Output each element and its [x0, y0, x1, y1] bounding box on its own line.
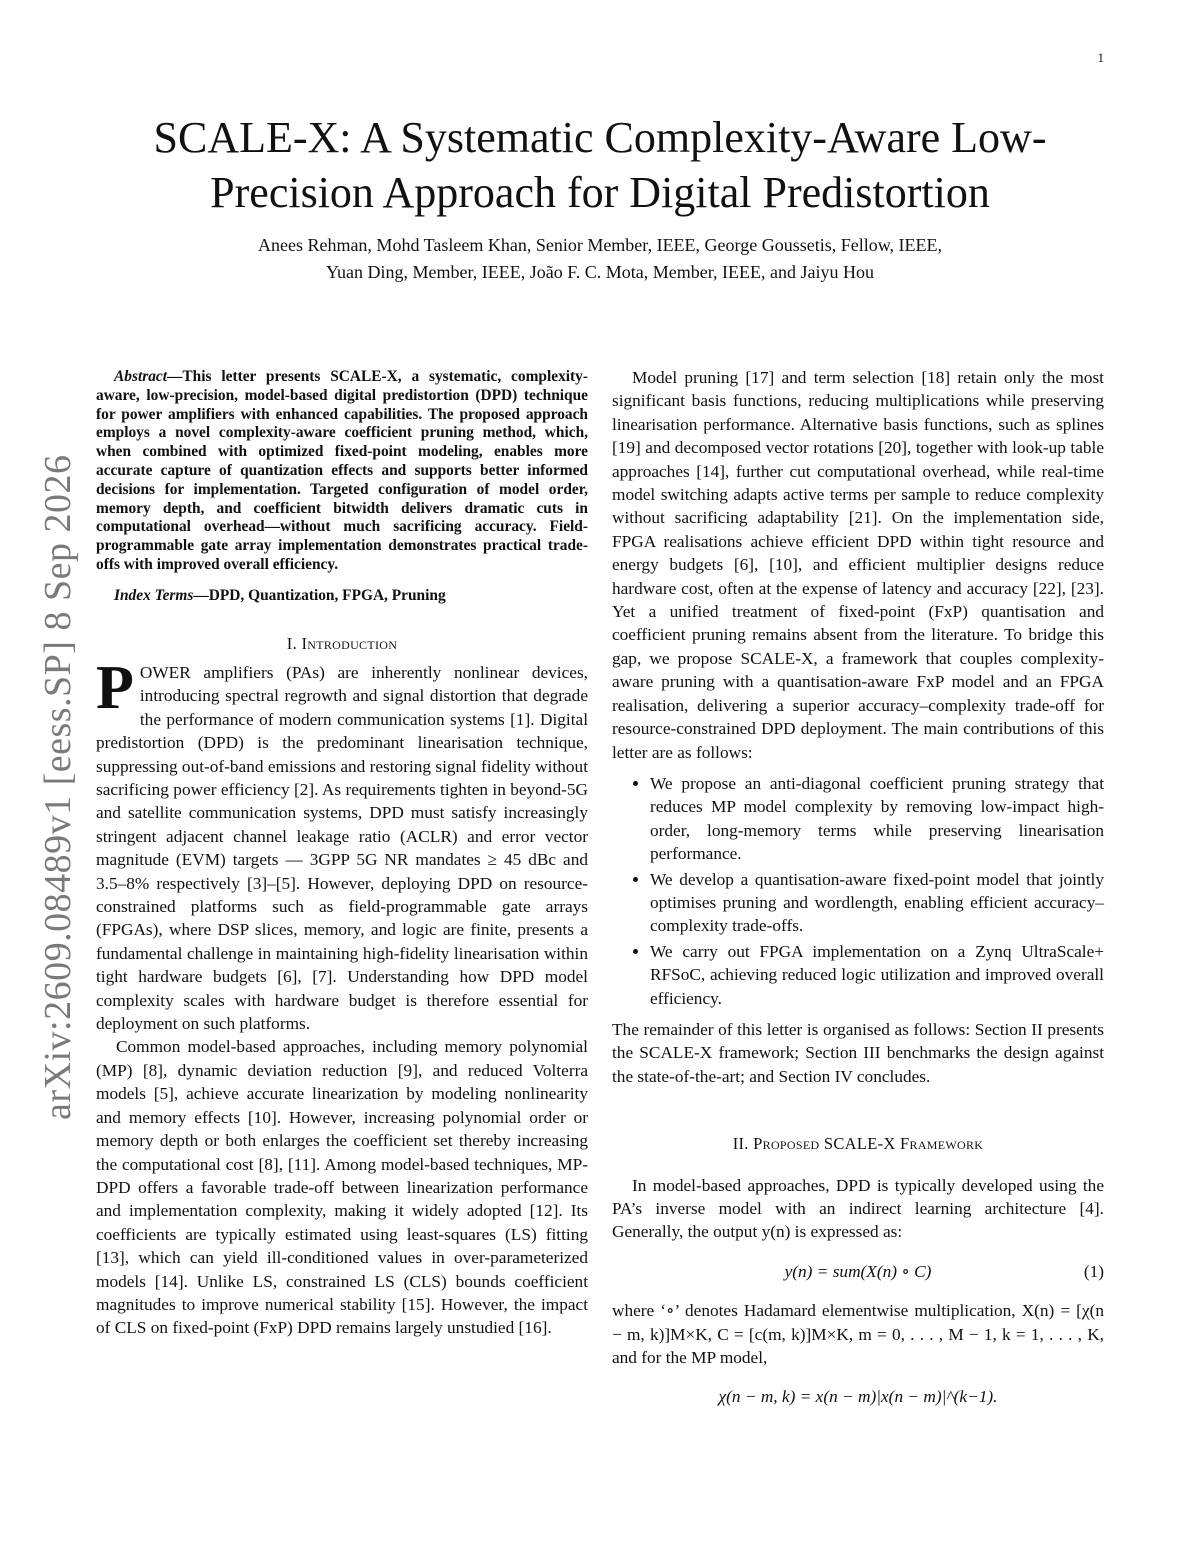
index-terms-label: Index Terms [114, 586, 194, 604]
author-line-2: Yuan Ding, Member, IEEE, João F. C. Mota, Member, IEEE, and Jaiyu Hou [325, 262, 874, 282]
paper-title: SCALE-X: A Systematic Complexity-Aware Low-Precision Approach for Digital Predistortion [153, 113, 1047, 217]
list-item: • We carry out FPGA implementation on a Zynq UltraScale+ RFSoC, achieving reduced logic utilization and improved overall efficiency. [650, 940, 1104, 1010]
proposed-paragraph-2: where ‘∘’ denotes Hadamard elementwise multiplication, X(n) = [χ(n − m, k)]M×K, C = [c(m, k)]M×K, m = 0, . . . , M − 1, k = 1, . . . , K, and for the MP model, [612, 1301, 1104, 1368]
abstract-text: —This letter presents SCALE-X, a systematic, complexity-aware, low-precision, model-based digital predistortion (DPD) technique for power amplifiers with enhanced capabilities. The proposed approach employs a novel complexity-aware coefficient pruning method, which, when combined with optimized fixed-point modeling, enables more accurate capture of quantization effects and supports better informed decisions for implementation. Targeted configuration of model order, memory depth, and coefficient bitwidth delivers dramatic cuts in computational overhead—without much sacrificing accuracy. Field-programmable gate array implementation demonstrates practical trade-offs with improved overall efficiency. [96, 368, 588, 573]
intro-paragraph-1 [96, 653, 588, 1036]
list-item: • We propose an anti-diagonal coefficient pruning strategy that reduces MP model complexity by removing low-impact high-order, long-memory terms while preserving linearisation performance. [650, 772, 1104, 866]
left-column [96, 368, 588, 1340]
page-number: 1 [1097, 50, 1104, 65]
abstract-label: Abstract [114, 368, 168, 385]
right-column [612, 366, 1104, 1425]
arxiv-identifier[interactable]: arXiv:2609.08489v1 [eess.SP] 8 Sep 2026 [37, 454, 79, 1120]
section-heading-proposed [612, 1132, 1104, 1155]
equation-1 [612, 1260, 1104, 1283]
section-number: II. [732, 1134, 749, 1154]
author-line-1: Anees Rehman, Mohd Tasleem Khan, Senior Member, IEEE, George Goussetis, Fellow, IEEE, [257, 235, 943, 255]
index-terms-text: —DPD, Quantization, FPGA, Pruning [193, 586, 446, 604]
intro-paragraph-4: The remainder of this letter is organised as follows: Section II presents the SCALE-X framework; Section III benchmarks the design against the state-of-the-art; and Section IV concludes. [612, 1019, 1104, 1086]
intro-paragraph-3: Model pruning [17] and term selection [18] retain only the most significant basis functions, reducing multiplications while preserving linearisation performance. Alternative basis functions, such as splines [19] and decomposed vector rotations [20], together with look-up table approaches [14], further cut computational overhead, while real-time model switching adapts active terms per sample to reduce complexity without sacrificing adaptability [21]. On the implementation side, FPGA realisations achieve efficient DPD within tight resource and energy budgets [6], [10], and efficient multiplier designs reduce hardware cost, often at the expense of latency and accuracy [22], [23]. Yet a unified treatment of fixed-point (FxP) quantisation and coefficient pruning remains absent from the literature. To bridge this gap, we propose SCALE-X, a framework that couples complexity-aware pruning with a quantisation-aware FxP model and an FPGA realisation, delivering a superior accuracy–complexity trade-off for resource-constrained DPD deployment. The main contributions of this letter are as follows: [612, 368, 1104, 762]
author-list [100, 232, 1100, 286]
intro-paragraph-2: Common model-based approaches, including memory polynomial (MP) [8], dynamic deviation reduction [9], and reduced Volterra models [5], achieve accurate linearization by modeling nonlinearity and memory effects [10]. However, increasing polynomial order or memory depth or both enlarges the coefficient set thereby increasing the computational cost [8], [11]. Among model-based techniques, MP-DPD offers a favorable trade-off between linearization performance and implementation complexity, making it widely adopted [12]. Its coefficients are typically estimated using least-squares (LS) fitting [13], which can yield ill-conditioned values in over-parameterized models [14]. Unlike LS, constrained LS (CLS) bounds coefficient magnitudes to improve numerical stability [15]. However, the impact of CLS on fixed-point (FxP) DPD remains largely unstudied [16]. [96, 1037, 588, 1338]
intro-paragraph-1-text: OWER amplifiers (PAs) are inherently nonlinear devices, introducing spectral regrowth and signal distortion that degrade the performance of modern communication systems [1]. Digital predistortion (DPD) is the predominant linearisation technique, suppressing out-of-band emissions and restoring signal fidelity without sacrificing power efficiency [2]. As requirements tighten in beyond-5G and satellite communication systems, DPD must satisfy increasingly stringent adjacent channel leakage ratio (ACLR) and error vector magnitude (EVM) targets — 3GPP 5G NR mandates ≥ 45 dBc and 3.5–8% respectively [3]–[5]. However, deploying DPD on resource-constrained platforms such as field-programmable gate arrays (FPGAs), where DSP slices, memory, and logic are finite, presents a fundamental challenge in maintaining high-fidelity linearisation within tight hardware budgets [6], [7]. Understanding how DPD model complexity scales with hardware budget is therefore essential for deployment on such platforms. [96, 662, 588, 1034]
equation-2-body: χ(n − m, k) = x(n − m)|x(n − m)|^(k−1). [718, 1387, 998, 1407]
abstract [96, 368, 588, 575]
section-title: Proposed SCALE-X Framework [753, 1134, 984, 1154]
section-heading-introduction [96, 632, 588, 655]
equation-1-number: (1) [1083, 1261, 1104, 1281]
proposed-paragraph-1: In model-based approaches, DPD is typically developed using the PA’s inverse model with an indirect learning architecture [4]. Generally, the output y(n) is expressed as: [612, 1175, 1104, 1242]
contributions-list [612, 772, 1104, 1010]
section-title: Introduction [301, 633, 398, 653]
drop-cap: P [96, 653, 134, 722]
equation-1-body: y(n) = sum(X(n) ∘ C) [784, 1261, 932, 1281]
section-number: I. [286, 633, 298, 653]
equation-2 [612, 1385, 1104, 1408]
list-item: • We develop a quantisation-aware fixed-point model that jointly optimises pruning and wordlength, enabling efficient accuracy–complexity trade-offs. [650, 868, 1104, 938]
index-terms [96, 587, 588, 606]
